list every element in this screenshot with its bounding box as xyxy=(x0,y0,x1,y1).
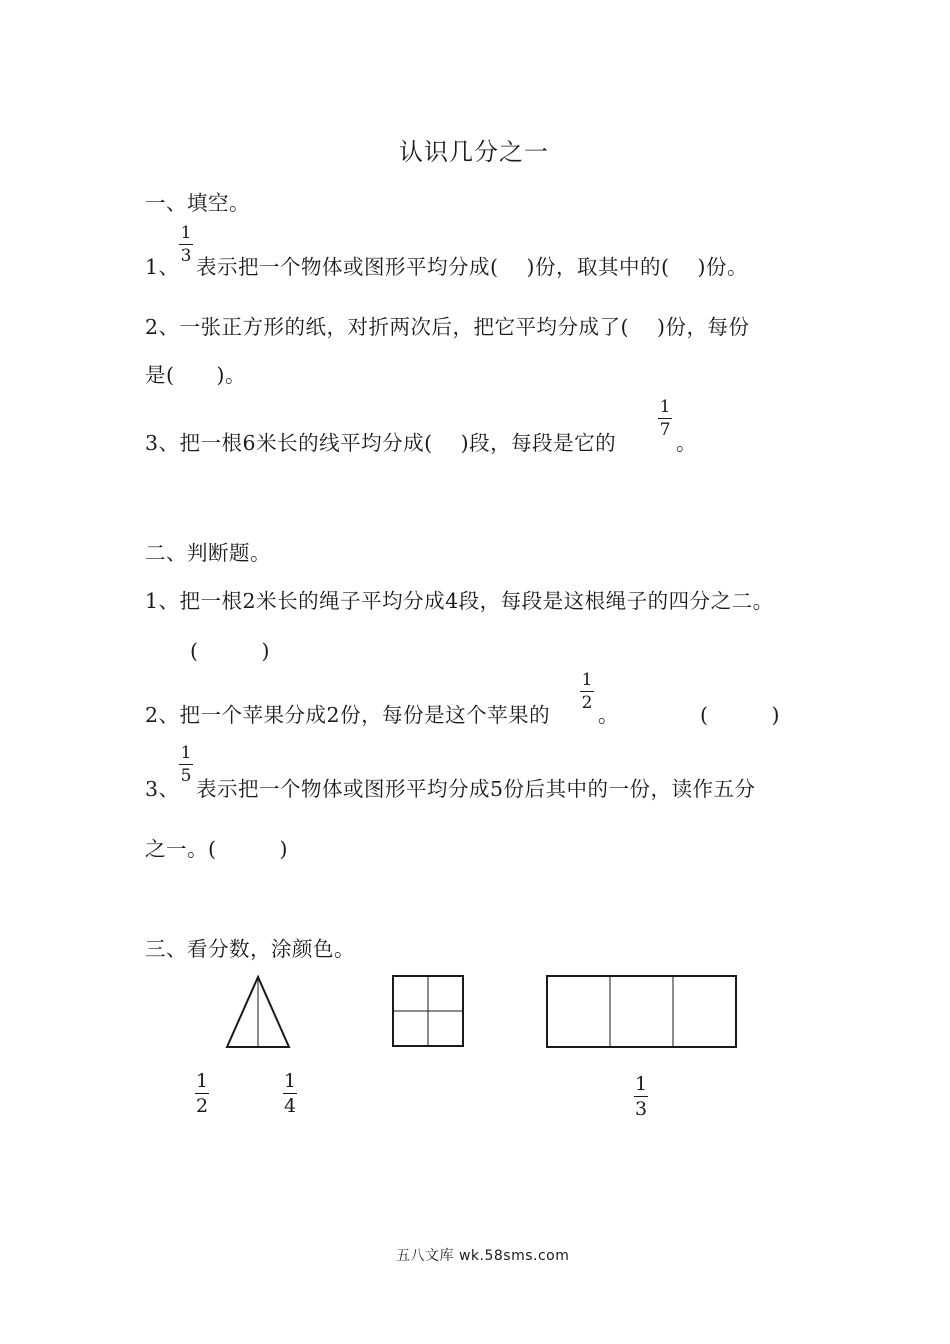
fraction-denominator: 4 xyxy=(283,1095,297,1117)
s2-q3-prefix: 3、 xyxy=(145,777,180,801)
s1-q1-fraction xyxy=(179,225,193,265)
s2-q2-fraction xyxy=(580,672,594,712)
page-title: 认识几分之一 xyxy=(399,138,549,166)
fraction-denominator: 3 xyxy=(180,246,192,266)
fraction-numerator: 1 xyxy=(659,397,671,417)
section1-heading: 一、填空。 xyxy=(145,191,250,215)
fraction-numerator: 1 xyxy=(195,1070,209,1092)
fraction-bar xyxy=(179,764,193,765)
s2-q1-text: 1、把一根2米长的绳子平均分成4段，每段是这根绳子的四分之二。 xyxy=(145,589,774,613)
s1-q2-line2: 是( )。 xyxy=(145,363,246,387)
label-fraction-quarter xyxy=(283,1072,297,1116)
s2-q2-end: 。 xyxy=(598,703,619,727)
fraction-numerator: 1 xyxy=(634,1073,648,1095)
fraction-bar xyxy=(634,1096,648,1097)
square-shape[interactable] xyxy=(392,975,464,1047)
s1-q1-text: 表示把一个物体或图形平均分成( )份，取其中的( )份。 xyxy=(196,255,749,279)
s1-q1-prefix: 1、 xyxy=(145,255,180,279)
rectangle-outline xyxy=(547,976,736,1047)
fraction-bar xyxy=(658,418,672,419)
s2-q2-text: 2、把一个苹果分成2份，每份是这个苹果的 xyxy=(145,703,551,727)
fraction-numerator: 1 xyxy=(180,223,192,243)
fraction-bar xyxy=(195,1093,209,1094)
s1-q3-end: 。 xyxy=(676,431,697,455)
s2-q3-line2: 之一。( ) xyxy=(145,837,288,861)
fraction-bar xyxy=(283,1093,297,1094)
fraction-bar xyxy=(580,691,594,692)
section3-heading: 三、看分数，涂颜色。 xyxy=(145,937,355,961)
s2-q1-answer-paren: ( ) xyxy=(190,639,270,663)
fraction-bar xyxy=(179,244,193,245)
s1-q3-fraction xyxy=(658,399,672,439)
fraction-denominator: 2 xyxy=(581,693,593,713)
s2-q2-answer-paren: ( ) xyxy=(700,703,780,727)
s1-q3-text: 3、把一根6米长的线平均分成( )段，每段是它的 xyxy=(145,431,617,455)
s1-q2-line1: 2、一张正方形的纸，对折两次后，把它平均分成了( )份，每份 xyxy=(145,315,750,339)
fraction-denominator: 5 xyxy=(180,766,192,786)
footer-watermark: 五八文库 wk.58sms.com xyxy=(396,1248,570,1264)
triangle-shape[interactable] xyxy=(225,975,291,1049)
label-fraction-half xyxy=(195,1072,209,1116)
fraction-denominator: 2 xyxy=(195,1095,209,1117)
rectangle-shape[interactable] xyxy=(546,975,737,1048)
fraction-numerator: 1 xyxy=(180,743,192,763)
fraction-numerator: 1 xyxy=(581,670,593,690)
s2-q3-fraction xyxy=(179,745,193,785)
fraction-denominator: 3 xyxy=(634,1098,648,1120)
fraction-numerator: 1 xyxy=(283,1070,297,1092)
fraction-denominator: 7 xyxy=(659,420,671,440)
label-fraction-third xyxy=(634,1075,648,1119)
section2-heading: 二、判断题。 xyxy=(145,541,271,565)
s2-q3-text: 表示把一个物体或图形平均分成5份后其中的一份，读作五分 xyxy=(196,777,756,801)
